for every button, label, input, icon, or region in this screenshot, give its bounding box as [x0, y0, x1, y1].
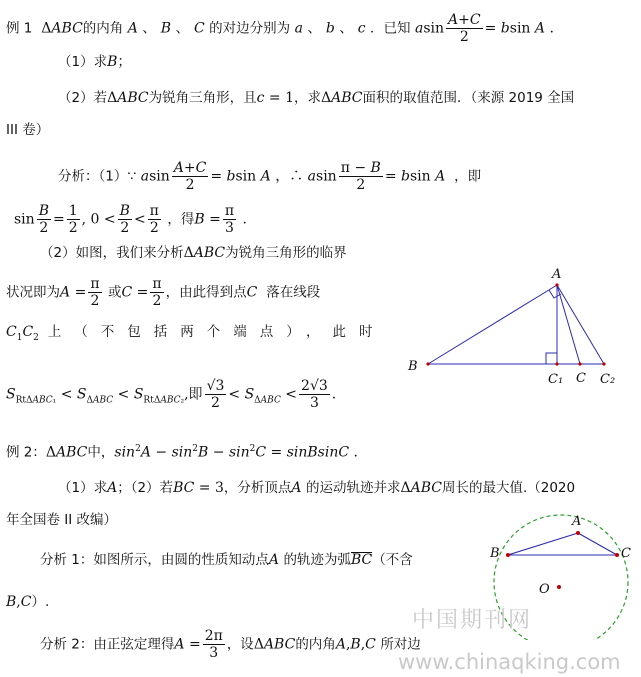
example1-question2: （2）若ΔABC为锐角三角形，且c = 1，求ΔABC面积的取值范围．（来源 2019 全国 — [58, 90, 575, 106]
example1-question1: （1）求B； — [58, 54, 132, 70]
example1-label: 例 1 — [6, 20, 33, 37]
fig1-label-c1: C₁ — [548, 372, 564, 387]
example2-questions: （1）求A；（2）若BC = 3，分析顶点A 的运动轨迹并求ΔABC周长的最大值.（2020 — [58, 480, 576, 496]
watermark-url: www.chinaqking.com — [398, 650, 621, 674]
example2-statement: 例 2：ΔABC中，$\sin^2A - \sin^2B - \sin^2C$ = sinBsinC . — [6, 444, 358, 461]
fig1-label-c2: C₂ — [600, 372, 616, 387]
example1-analysis-line3: （2）如图，我们来分析ΔABC为锐角三角形的临界 — [40, 245, 347, 261]
example2-analysis1-end: B,C）. — [6, 594, 50, 610]
example2-source: 年全国卷 II 改编） — [6, 512, 118, 528]
example1-analysis-line2: sin $\frac{B}{2}$ = $\frac{1}{2}$ , 0 < $\frac{B}{2}$ < $\frac{\pi}{2}$ ，得B = $\frac{\pi}{3}$ . — [14, 203, 247, 236]
fig2-label-b: B — [490, 546, 500, 561]
fig2-label-a: A — [572, 514, 582, 529]
example1-analysis-line4: 状况即为A = $\frac{\pi}{2}$ 或C = $\frac{\pi}{2}$ ，由此得到点C 落在线段 — [6, 276, 321, 309]
example1-statement: 例 1 ΔABC的内角 A 、 B 、 C 的对边分别为 a 、 b 、 c ．已知 asin $\frac{A+C}{2}$ = bsin A . — [6, 12, 554, 45]
watermark-cn: 中国期刊网 — [412, 608, 533, 633]
example2-analysis2: 分析 2：由正弦定理得A = $\frac{2\pi}{3}$ ，设ΔABC的内角A,B,C 所对边 — [40, 628, 421, 661]
example2-analysis1: 分析 1：如图所示，由圆的性质知动点A 的轨迹为弧BC（不含 — [40, 552, 413, 568]
fig2-label-c: C — [621, 546, 631, 561]
fig1-label-a: A — [552, 267, 562, 282]
example1-area-inequality: $S_{Rt\Delta ABC_1} < S_{\Delta ABC} < S_{Rt\Delta ABC_2}$,即 $\frac{√3}{2}$ < $S_{\Delta ABC}$ < $\frac{2√3}{3}$ . — [6, 378, 337, 411]
example1-analysis-line1: 分析：（1）∵ asin $\frac{A+C}{2}$ = bsin A ，∴ asin $\frac{\pi - B}{2}$ = bsin A ，即 — [58, 160, 482, 193]
example1-source: III 卷） — [6, 122, 50, 138]
fig1-label-c: C — [576, 371, 586, 386]
fig1-label-b: B — [408, 359, 418, 374]
fig2-label-o: O — [539, 582, 550, 597]
example1-analysis-line5: $C_1C_2$ 上（不包括两个端点），此时 — [6, 324, 386, 343]
figure-triangle-abc — [400, 262, 630, 392]
